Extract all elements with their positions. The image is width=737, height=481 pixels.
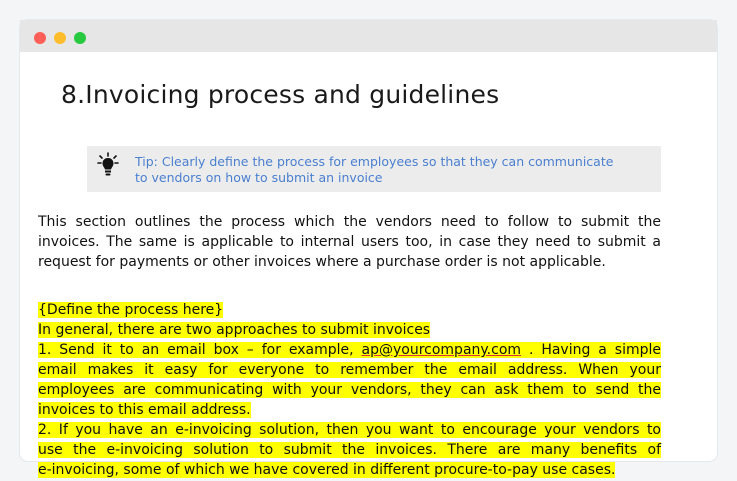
item1-prefix: 1. Send it to an email box – for example, [38, 342, 362, 358]
item2-line-2-wrap [38, 440, 661, 460]
item1-rest: . Having a simple [521, 342, 661, 358]
minimize-window-button[interactable] [54, 32, 66, 44]
document-window [20, 20, 717, 478]
item1-line-1 [38, 340, 661, 360]
item2-line-1: 2. If you have an e-invoicing solution, then you want to encourage your vendors to [38, 422, 661, 438]
approaches-intro: In general, there are two approaches to submit invoices [38, 322, 431, 338]
item2-line-1-wrap [38, 420, 661, 440]
maximize-window-button[interactable] [74, 32, 86, 44]
tip-line-1: Tip: Clearly define the process for employees so that they can communicate [135, 154, 614, 169]
item2-line-3: e-invoicing, some of which we have covered in different procure-to-pay use cases. [38, 462, 616, 478]
item1-line-2: email makes it easy for everyone to remember the email address. When your [38, 362, 661, 378]
item1-line-2-wrap [38, 360, 661, 380]
close-window-button[interactable] [34, 32, 46, 44]
item1-line-3-wrap [38, 380, 661, 400]
item2-line-2: use the e-invoicing solution to submit the invoices. There are many benefits of [38, 442, 661, 458]
section-heading: 8.Invoicing process and guidelines [61, 80, 500, 109]
tip-text [135, 154, 655, 186]
lightbulb-icon [97, 152, 119, 178]
tip-line-2: to vendors on how to submit an invoice [135, 170, 383, 185]
placeholder-text: {Define the process here} [38, 302, 224, 318]
document-page [20, 52, 717, 478]
window-titlebar [20, 20, 717, 52]
intro-paragraph: This section outlines the process which the vendors need to follow to submit the invoices. The same is applicable to internal users too, in case they need to submit a request for payments or other invoices where a purchase order is not applicable. [38, 214, 661, 270]
email-link[interactable]: ap@yourcompany.com [361, 342, 522, 358]
highlighted-instructions [38, 300, 661, 480]
item1-line-3: employees are communicating with your vendors, they can ask them to send the [38, 382, 661, 398]
tip-box [87, 146, 661, 192]
item1-line-4: invoices to this email address. [38, 402, 251, 418]
